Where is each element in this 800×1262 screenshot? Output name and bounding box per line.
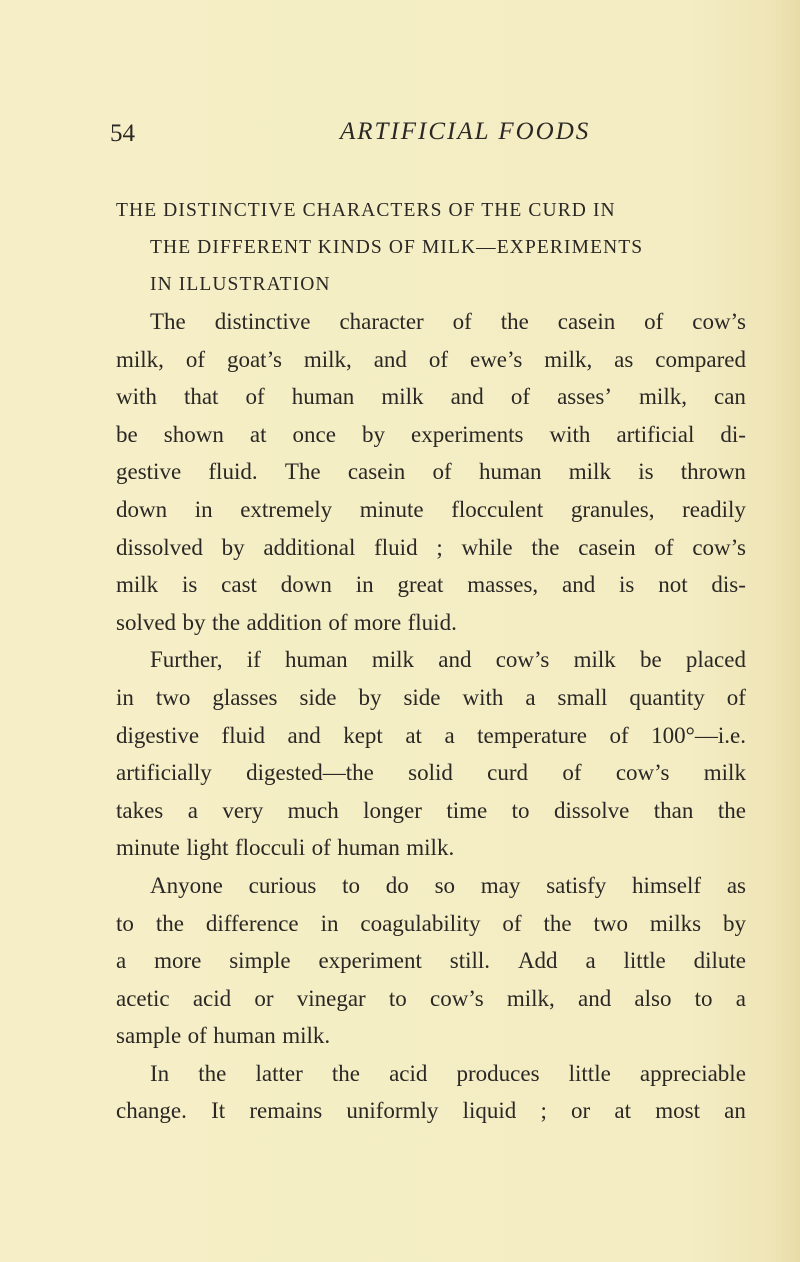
text-line: with that of human milk and of asses’ milk, can xyxy=(116,384,746,410)
body-text xyxy=(116,303,746,1130)
section-title-line: IN ILLUSTRATION xyxy=(150,274,331,295)
text-line: to the difference in coagulability of the two milks by xyxy=(116,910,746,936)
text-line: a more simple experiment still. Add a little dilute xyxy=(116,948,746,974)
page-number: 54 xyxy=(110,120,135,147)
section-title-line: THE DISTINCTIVE CHARACTERS OF THE CURD IN xyxy=(116,200,616,221)
text-line: in two glasses side by side with a small quantity of xyxy=(116,684,746,710)
text-line: acetic acid or vinegar to cow’s milk, and also to a xyxy=(116,985,746,1011)
text-line: Further, if human milk and cow’s milk be placed xyxy=(150,647,746,673)
text-line: milk is cast down in great masses, and is not dis- xyxy=(116,572,746,598)
text-line: takes a very much longer time to dissolve than the xyxy=(116,797,746,823)
text-line: solved by the addition of more fluid. xyxy=(116,609,457,635)
text-line: milk, of goat’s milk, and of ewe’s milk, as compared xyxy=(116,346,746,372)
text-line: sample of human milk. xyxy=(116,1023,331,1049)
text-line: Anyone curious to do so may satisfy himself as xyxy=(150,872,746,898)
text-line: artificially digested—the solid curd of cow’s milk xyxy=(116,760,746,786)
text-line: down in extremely minute flocculent granules, readily xyxy=(116,496,746,522)
page-header xyxy=(0,118,800,152)
text-line: minute light flocculi of human milk. xyxy=(116,835,455,861)
text-line: dissolved by additional fluid ; while the casein of cow’s xyxy=(116,534,746,560)
section-title-line: THE DIFFERENT KINDS OF MILK—EXPERIMENTS xyxy=(150,237,644,258)
text-line: change. It remains uniformly liquid ; or at most an xyxy=(116,1098,746,1124)
text-line: In the latter the acid produces little appreciable xyxy=(150,1060,746,1086)
text-line: be shown at once by experiments with artificial di- xyxy=(116,421,746,447)
text-line: The distinctive character of the casein of cow’s xyxy=(150,309,746,334)
section-title xyxy=(116,192,746,303)
text-line: gestive fluid. The casein of human milk is thrown xyxy=(116,459,746,485)
text-line: digestive fluid and kept at a temperature of 100°—i.e. xyxy=(116,722,746,748)
running-head: ARTIFICIAL FOODS xyxy=(340,118,591,145)
